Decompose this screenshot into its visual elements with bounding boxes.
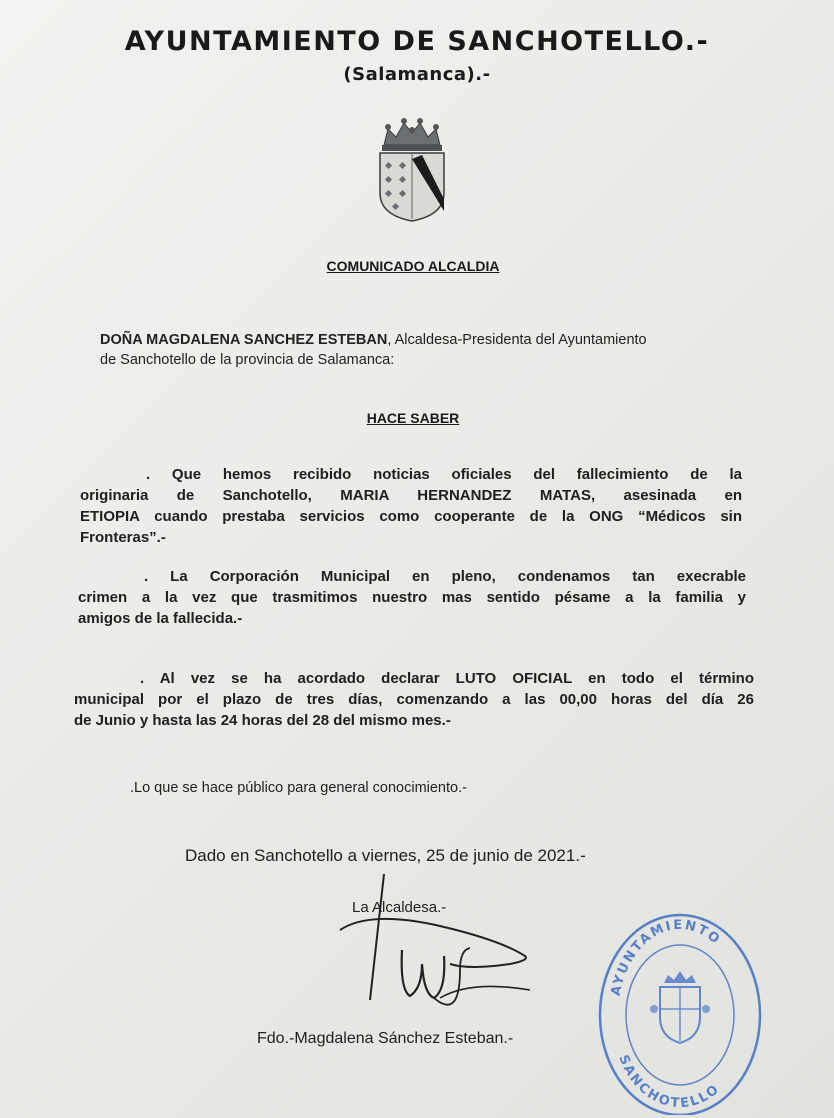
paragraph-1 <box>80 464 742 548</box>
paragraph-1-line-1: . Que hemos recibido noticias oficiales del fallecimiento de la <box>146 466 742 483</box>
signed-by: Fdo.-Magdalena Sánchez Esteban.- <box>257 1030 514 1047</box>
issuer-paragraph <box>100 330 740 370</box>
paragraph-2-line-3: amigos de la fallecida.- <box>78 610 243 627</box>
issuer-role-line-1: , Alcaldesa-Presidenta del Ayuntamiento <box>387 332 647 348</box>
svg-text:AYUNTAMIENTO: AYUNTAMIENTO <box>608 917 724 998</box>
svg-text:SANCHOTELLO: SANCHOTELLO <box>615 1052 724 1112</box>
document-title: AYUNTAMIENTO DE SANCHOTELLO.- <box>124 26 710 57</box>
coat-of-arms-icon <box>372 115 452 225</box>
paragraph-3-line-2: municipal por el plazo de tres días, comenzando a las 00,00 horas del día 26 <box>74 691 754 708</box>
paragraph-2-line-2: crimen a la vez que trasmitimos nuestro mas sentido pésame a la familia y <box>78 589 746 606</box>
paragraph-3 <box>74 668 754 731</box>
paragraph-3-line-1: . Al vez se ha acordado declarar LUTO OFICIAL en todo el término <box>140 670 754 687</box>
communique-heading: COMUNICADO ALCALDIA <box>326 258 500 274</box>
issuer-role-line-2: de Sanchotello de la provincia de Salamanca: <box>100 352 395 368</box>
paragraph-1-line-4: Fronteras”.- <box>80 529 166 546</box>
issuer-name: DOÑA MAGDALENA SANCHEZ ESTEBAN <box>100 332 388 348</box>
paragraph-1-line-3: ETIOPIA cuando prestaba servicios como cooperante de la ONG “Médicos sin <box>80 508 742 525</box>
paragraph-3-line-3: de Junio y hasta las 24 horas del 28 del mismo mes.- <box>74 712 451 729</box>
paragraph-1-line-2: originaria de Sanchotello, MARIA HERNANDEZ MATAS, asesinada en <box>80 487 742 504</box>
closing-line: .Lo que se hace público para general conocimiento.- <box>130 780 467 796</box>
municipal-seal-stamp <box>594 905 766 1115</box>
paragraph-2 <box>78 566 746 629</box>
document-subtitle: (Salamanca).- <box>343 64 491 85</box>
date-line: Dado en Sanchotello a viernes, 25 de junio de 2021.- <box>185 846 586 865</box>
signatory-title: La Alcaldesa.- <box>352 899 447 916</box>
paragraph-2-line-1: . La Corporación Municipal en pleno, condenamos tan execrable <box>144 568 746 585</box>
announcement-heading: HACE SABER <box>366 410 460 426</box>
